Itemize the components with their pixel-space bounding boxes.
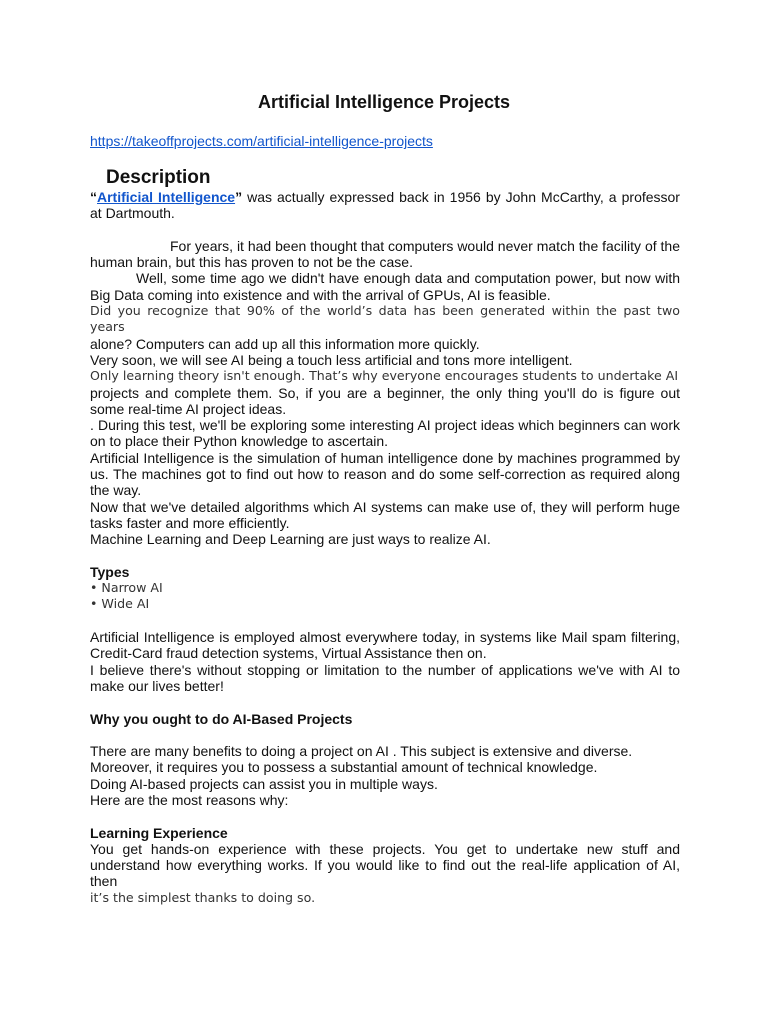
paragraph-simulation: Artificial Intelligence is the simulation of human intelligence done by machines programmed by us. The machines got to find out how to reason and do some self-correction as required along the way. <box>90 449 680 499</box>
why-heading: Why you ought to do AI-Based Projects <box>90 710 353 727</box>
paragraph-recognize-b: alone? Computers can add up all this information more quickly. <box>90 335 480 352</box>
paragraph-theory-b: projects and complete them. So, if you are a beginner, the only thing you'll do is figure out some real-time AI project ideas. <box>90 384 680 417</box>
intro-paragraph <box>90 189 680 222</box>
spacer <box>90 613 680 629</box>
open-quote: “ <box>90 189 97 205</box>
paragraph-handson: You get hands-on experience with these projects. You get to undertake new stuff and understand how everything works. If you would like to find out the real-life application of AI, then <box>90 840 680 890</box>
intro-text: was actually expressed back in 1956 by John McCarthy, a professor at Dartmouth. <box>90 189 680 222</box>
paragraph-believe: I believe there's without stopping or limitation to the number of applications we've with AI to make our lives better! <box>90 661 680 694</box>
description-heading: Description <box>106 167 211 188</box>
paragraph-algorithms: Now that we've detailed algorithms which AI systems can make use of, they will perform huge tasks faster and more efficiently. <box>90 498 680 531</box>
paragraph-employed: Artificial Intelligence is employed almost everywhere today, in systems like Mail spam filtering, Credit-Card fraud detection systems, Virtual Assistance then on. <box>90 629 680 662</box>
document-title: Artificial Intelligence Projects <box>257 92 511 112</box>
close-quote: ” <box>235 189 243 205</box>
paragraph-recognize-a: Did you recognize that 90% of the world’s data has been generated within the past two years <box>90 303 680 335</box>
learning-heading: Learning Experience <box>90 824 228 841</box>
paragraph-benefits: There are many benefits to doing a project on AI . This subject is extensive and diverse. <box>90 743 633 760</box>
types-item-narrow: • Narrow AI <box>90 580 163 596</box>
paragraph-soon: Very soon, we will see AI being a touch less artificial and tons more intelligent. <box>90 351 573 368</box>
types-item-wide: • Wide AI <box>90 596 150 612</box>
paragraph-simplest: it’s the simplest thanks to doing so. <box>90 889 316 905</box>
spacer <box>90 694 680 710</box>
paragraph-theory-a: Only learning theory isn't enough. That’s why everyone encourages students to undertake AI <box>90 368 679 384</box>
spacer <box>90 808 680 824</box>
spacer <box>90 222 680 238</box>
paragraph-doing: Doing AI-based projects can assist you in multiple ways. <box>90 775 438 792</box>
paragraph-well: Well, some time ago we didn't have enough data and computation power, but now with Big Data coming into existence and with the arrival of GPUs, AI is feasible. <box>90 270 680 303</box>
paragraph-here: Here are the most reasons why: <box>90 791 289 808</box>
spacer <box>90 548 680 564</box>
paragraph-years: For years, it had been thought that computers would never match the facility of the human brain, but this has proven to not be the case. <box>90 237 680 271</box>
source-link[interactable]: https://takeoffprojects.com/artificial-intelligence-projects <box>90 133 433 149</box>
ai-term-link[interactable]: Artificial Intelligence <box>97 189 236 205</box>
paragraph-test: . During this test, we'll be exploring some interesting AI project ideas which beginners can work on to place their Python knowledge to ascertain. <box>90 417 680 450</box>
spacer <box>90 727 680 743</box>
paragraph-ml: Machine Learning and Deep Learning are just ways to realize AI. <box>90 531 491 548</box>
paragraph-moreover: Moreover, it requires you to possess a substantial amount of technical knowledge. <box>90 759 598 776</box>
document-body <box>90 189 680 906</box>
types-heading: Types <box>90 563 130 580</box>
